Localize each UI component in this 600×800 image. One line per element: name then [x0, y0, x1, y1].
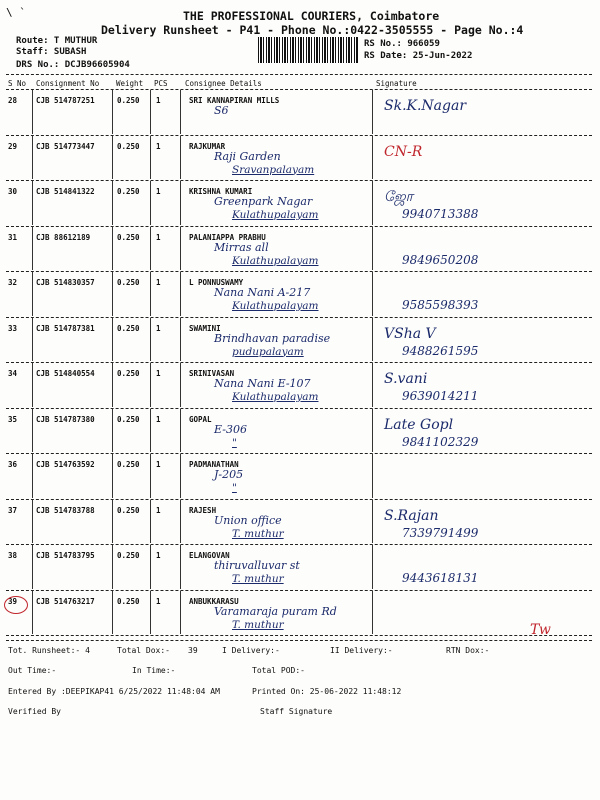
row-rule: [6, 635, 592, 636]
sep-wt: [150, 591, 151, 635]
total-dox-value: 39: [188, 646, 198, 655]
sep-wt: [150, 545, 151, 589]
entered-by: Entered By :DEEPIKAP41 6/25/2022 11:48:04 AM: [8, 687, 220, 696]
row-address-line2: ": [232, 436, 237, 449]
table-row: [0, 545, 600, 591]
sep-consignee: [372, 318, 373, 362]
sep-wt: [150, 454, 151, 498]
row-address-line2: Sravanpalayam: [232, 163, 315, 176]
row-sno: 33: [8, 323, 18, 333]
sep-consignee: [372, 545, 373, 589]
row-address-line1: Varamaraja puram Rd: [214, 604, 337, 618]
row-address-line1: Nana Nani E-107: [214, 377, 311, 390]
row39-circle-mark: [4, 596, 28, 614]
sep-consignee: [372, 90, 373, 134]
row-address-line1: J-205: [214, 468, 244, 481]
row-address-line2: Kulathupalayam: [232, 209, 319, 221]
sep-consignee: [372, 500, 373, 544]
sep-pcs: [180, 90, 181, 134]
printed-on: Printed On: 25-06-2022 11:48:12: [252, 687, 402, 696]
row-consignee-name: KRISHNA KUMARI: [189, 187, 253, 196]
row-phone: 9488261595: [402, 343, 479, 358]
row-weight: 0.250: [117, 187, 140, 196]
staff-label: Staff: SUBASH: [16, 47, 87, 57]
row-consignment: CJB 514830357: [36, 278, 95, 287]
row-phone: 9585598393: [402, 298, 479, 312]
drs-label: DRS No.: DCJB96605904: [16, 60, 130, 70]
sep-cno: [112, 363, 113, 407]
row-consignment: CJB 514763217: [36, 596, 95, 606]
sep-wt: [150, 136, 151, 180]
table-row: [0, 454, 600, 500]
row-pcs: 1: [156, 596, 161, 606]
row-address-line2: Kulathupalayam: [232, 391, 319, 403]
sep-consignee: [372, 591, 373, 635]
sep-consignee: [372, 227, 373, 271]
row-weight: 0.250: [117, 323, 140, 333]
col-sno: S No: [8, 79, 27, 88]
row-address-line1: Raji Garden: [214, 149, 281, 163]
sep-cno: [112, 545, 113, 589]
row-address-line2: pudupalayam: [232, 345, 304, 358]
row-pcs: 1: [156, 278, 161, 287]
row-consignment: CJB 514787381: [36, 323, 95, 333]
row-signature: VSha V: [384, 325, 436, 342]
row-address-line1: Mirras all: [214, 240, 269, 254]
row-phone: 9443618131: [402, 571, 479, 585]
sep-sno: [32, 500, 33, 544]
sep-wt: [150, 318, 151, 362]
row-consignment: CJB 514773447: [36, 141, 95, 151]
sep-wt: [150, 227, 151, 271]
row-sno: 37: [8, 505, 18, 515]
sep-pcs: [180, 181, 181, 225]
in-time: In Time:-: [132, 666, 176, 675]
table-row: [0, 90, 600, 136]
sep-pcs: [180, 545, 181, 589]
row-consignee-name: PADMANATHAN: [189, 460, 239, 469]
row-signature: S.Rajan: [384, 507, 439, 524]
row-pcs: 1: [156, 460, 161, 469]
row-address-line1: Nana Nani A-217: [214, 286, 311, 299]
sep-consignee: [372, 136, 373, 180]
row-sno: 34: [8, 369, 18, 378]
row-sno: 38: [8, 551, 18, 560]
row-consignee-name: PALANIAPPA PRABHU: [189, 232, 266, 242]
row-consignment: CJB 514783795: [36, 551, 95, 560]
sep-cno: [112, 409, 113, 453]
tot-runsheet: Tot. Runsheet:- 4: [8, 646, 90, 655]
i-delivery: I Delivery:-: [222, 646, 280, 655]
row-consignee-name: L PONNUSWAMY: [189, 278, 244, 287]
row-address-line1: thiruvalluvar st: [214, 559, 300, 572]
row-consignee-name: SRINIVASAN: [189, 369, 235, 378]
sep-pcs: [180, 500, 181, 544]
sep-wt: [150, 500, 151, 544]
header-rule-top: [6, 74, 592, 75]
col-consignee: Consignee Details: [185, 79, 262, 88]
sep-consignee: [372, 454, 373, 498]
row-consignee-name: RAJESH: [189, 505, 217, 515]
row-consignment: CJB 514787380: [36, 414, 95, 424]
row-sno: 36: [8, 460, 18, 469]
table-row: [0, 272, 600, 318]
sep-cno: [112, 272, 113, 316]
row-phone: 9849650208: [402, 252, 479, 267]
col-signature: Signature: [376, 79, 417, 88]
row-weight: 0.250: [117, 460, 140, 469]
table-row: [0, 318, 600, 364]
row-consignment: CJB 514787251: [36, 96, 95, 105]
sep-cno: [112, 227, 113, 271]
row-weight: 0.250: [117, 141, 140, 151]
row-weight: 0.250: [117, 278, 140, 287]
row-address-line2: Kulathupalayam: [232, 254, 319, 267]
sep-cno: [112, 136, 113, 180]
sep-sno: [32, 591, 33, 635]
rs-date: RS Date: 25-Jun-2022: [364, 51, 473, 61]
table-row: [0, 136, 600, 182]
sep-sno: [32, 90, 33, 134]
row-pcs: 1: [156, 505, 161, 515]
sep-consignee: [372, 363, 373, 407]
row-pcs: 1: [156, 323, 161, 333]
sep-wt: [150, 272, 151, 316]
sep-sno: [32, 363, 33, 407]
row-address-line2: ": [232, 482, 237, 494]
row-pcs: 1: [156, 96, 161, 105]
sep-pcs: [180, 227, 181, 271]
row-address-line2: T. muthur: [232, 573, 284, 585]
table-row: [0, 409, 600, 455]
table-row: [0, 500, 600, 546]
row-sno: 39: [8, 596, 18, 606]
table-row: [0, 363, 600, 409]
total-pod: Total POD:-: [252, 666, 305, 675]
sep-cno: [112, 454, 113, 498]
sep-wt: [150, 181, 151, 225]
row-pcs: 1: [156, 141, 161, 151]
sep-cno: [112, 591, 113, 635]
sep-consignee: [372, 181, 373, 225]
row-sno: 31: [8, 232, 18, 242]
col-pcs: PCS: [154, 79, 168, 88]
row-pcs: 1: [156, 414, 161, 424]
row-consignment: CJB 514841322: [36, 187, 95, 196]
row-address-line1: Greenpark Nagar: [214, 195, 313, 208]
sep-cno: [112, 500, 113, 544]
sep-pcs: [180, 272, 181, 316]
row-consignment: CJB 514763592: [36, 460, 95, 469]
row-weight: 0.250: [117, 414, 140, 424]
table-row: [0, 227, 600, 273]
row-phone: 9639014211: [402, 389, 479, 403]
footer-rule: [6, 640, 592, 641]
sep-consignee: [372, 409, 373, 453]
row-pcs: 1: [156, 369, 161, 378]
row-address-line2: Kulathupalayam: [232, 300, 319, 312]
sep-wt: [150, 90, 151, 134]
sep-sno: [32, 545, 33, 589]
runsheet-subtitle: Delivery Runsheet - P41 - Phone No.:0422-3505555 - Page No.:4: [101, 23, 524, 37]
row-signature: CN-R: [384, 143, 423, 160]
row-phone: 7339791499: [402, 525, 479, 540]
sep-consignee: [372, 272, 373, 316]
row-address-line1: Brindhavan paradise: [214, 331, 331, 345]
sep-sno: [32, 227, 33, 271]
row-weight: 0.250: [117, 96, 140, 105]
sep-pcs: [180, 409, 181, 453]
row-consignee-name: SRI KANNAPIRAN MILLS: [189, 96, 280, 105]
sep-sno: [32, 454, 33, 498]
verified-by: Verified By: [8, 707, 61, 716]
sep-sno: [32, 136, 33, 180]
total-dox-label: Total Dox:-: [117, 646, 170, 655]
row39-red-note: Tw: [530, 622, 551, 638]
sep-sno: [32, 318, 33, 362]
sep-pcs: [180, 363, 181, 407]
row-weight: 0.250: [117, 596, 140, 606]
col-weight: Weight: [116, 79, 144, 88]
sep-pcs: [180, 454, 181, 498]
sep-sno: [32, 181, 33, 225]
row-pcs: 1: [156, 232, 161, 242]
sep-sno: [32, 272, 33, 316]
row-consignee-name: SWAMINI: [189, 323, 221, 333]
barcode: [258, 37, 358, 63]
row-weight: 0.250: [117, 232, 140, 242]
row-sno: 29: [8, 141, 18, 151]
row-pcs: 1: [156, 551, 161, 560]
row-signature: S.vani: [384, 371, 428, 387]
rs-number: RS No.: 966059: [364, 39, 440, 49]
row-signature: Sk.K.Nagar: [384, 98, 467, 114]
row-consignee-name: RAJKUMAR: [189, 141, 226, 151]
row-pcs: 1: [156, 187, 161, 196]
row-consignee-name: GOPAL: [189, 414, 212, 424]
row-signature: Late Gopl: [384, 416, 454, 433]
row-consignee-name: ELANGOVAN: [189, 551, 230, 560]
row-weight: 0.250: [117, 505, 140, 515]
sep-wt: [150, 363, 151, 407]
sep-pcs: [180, 318, 181, 362]
row-sno: 35: [8, 414, 18, 424]
sep-cno: [112, 318, 113, 362]
sep-pcs: [180, 136, 181, 180]
row-phone: 9940713388: [402, 207, 479, 221]
row-weight: 0.250: [117, 369, 140, 378]
table-row: [0, 181, 600, 227]
sep-cno: [112, 90, 113, 134]
row-address-line1: Union office: [214, 513, 282, 527]
row-consignment: CJB 514840554: [36, 369, 95, 378]
sep-cno: [112, 181, 113, 225]
row-address-line2: T. muthur: [232, 618, 284, 631]
row-consignee-name: ANBUKKARASU: [189, 596, 239, 606]
row-sno: 28: [8, 96, 18, 105]
route-label: Route: T MUTHUR: [16, 36, 98, 46]
out-time: Out Time:-: [8, 666, 57, 675]
row-weight: 0.250: [117, 551, 140, 560]
sep-wt: [150, 409, 151, 453]
row-sno: 30: [8, 187, 18, 196]
ii-delivery: II Delivery:-: [330, 646, 393, 655]
company-title: THE PROFESSIONAL COURIERS, Coimbatore: [183, 9, 440, 23]
sep-pcs: [180, 591, 181, 635]
row-consignment: CJB 88612189: [36, 232, 91, 242]
staff-signature-label: Staff Signature: [260, 707, 333, 716]
stray-marks: \ `: [6, 6, 26, 19]
row-consignment: CJB 514783788: [36, 505, 95, 515]
rtn-dox: RTN Dox:-: [446, 646, 490, 655]
row-signature: ஜோ: [384, 189, 413, 205]
row-phone: 9841102329: [402, 434, 479, 449]
row-address-line1: S6: [214, 104, 229, 117]
col-consignment: Consignment No: [36, 79, 100, 88]
row-address-line1: E-306: [214, 422, 247, 436]
row-address-line2: T. muthur: [232, 527, 284, 540]
table-row: [0, 591, 600, 637]
row-sno: 32: [8, 278, 18, 287]
sep-sno: [32, 409, 33, 453]
